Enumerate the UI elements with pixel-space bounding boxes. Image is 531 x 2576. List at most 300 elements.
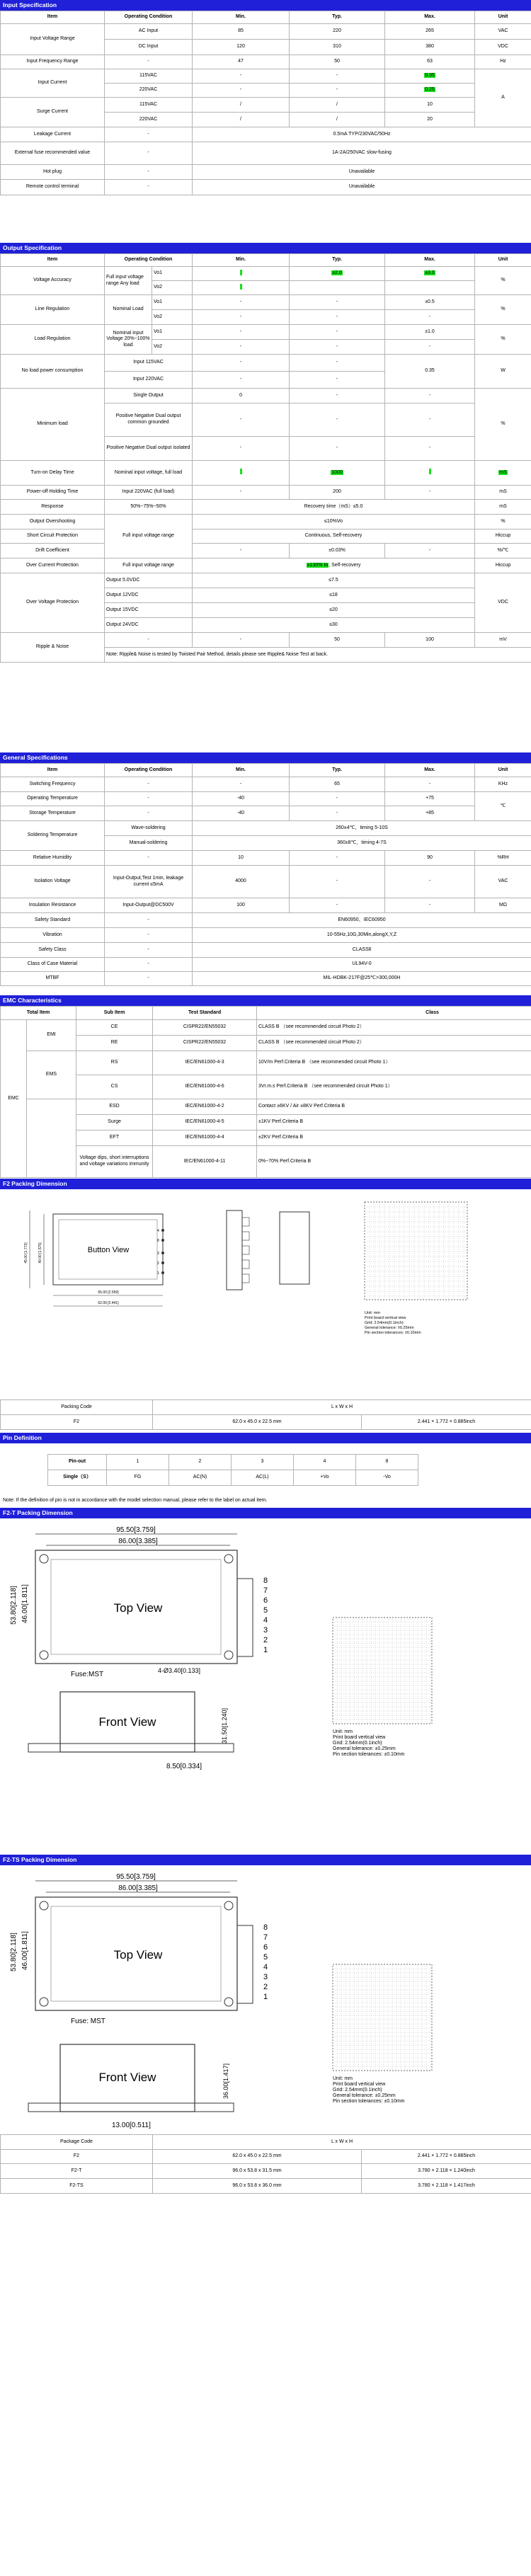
cond-cell: Input-Output,Test 1min, leakage current ≤5mA bbox=[105, 866, 193, 898]
item-cell: Soldering Temperature bbox=[1, 821, 105, 851]
unit-cell: %RH bbox=[475, 851, 531, 866]
item-cell: Line Regulation bbox=[1, 295, 105, 325]
max-cell: - bbox=[385, 310, 475, 325]
table-row bbox=[1, 2179, 531, 2194]
min-cell: 120 bbox=[193, 40, 290, 55]
output-spec-section bbox=[0, 243, 531, 663]
typ-cell: - bbox=[290, 295, 385, 310]
min-cell: - bbox=[193, 777, 290, 792]
cond-cell: Output 5.0VDC bbox=[105, 573, 193, 588]
general-spec-section bbox=[0, 752, 531, 986]
note-line: Unit: mm bbox=[365, 1311, 380, 1315]
std-cell: CISPR22/EN55032 bbox=[153, 1036, 257, 1051]
max-cell: 380 bbox=[385, 40, 475, 55]
min-cell: / bbox=[193, 113, 290, 127]
cond-cell: 115VAC bbox=[105, 69, 193, 84]
table-row bbox=[1, 958, 531, 972]
value-cell: Unavailable bbox=[193, 180, 531, 195]
sub-cell: Surge bbox=[76, 1115, 153, 1130]
pin-label: 6 bbox=[263, 1596, 268, 1605]
cond-cell: - bbox=[105, 958, 193, 972]
item-cell: Operating Temperature bbox=[1, 792, 105, 806]
typ-cell: - bbox=[290, 437, 385, 461]
cond-cell: - bbox=[105, 972, 193, 986]
table-row bbox=[1, 777, 531, 792]
item-cell: External fuse recommended value bbox=[1, 142, 105, 165]
min-cell: 0 bbox=[193, 389, 290, 403]
unit-cell: Hz bbox=[475, 55, 531, 69]
dim-label: 95.50[3.759] bbox=[116, 1526, 156, 1534]
class-cell: 10V/m Perf.Criteria B （see recommended circuit Photo 1） bbox=[257, 1051, 531, 1075]
code-cell: F2 bbox=[1, 1415, 153, 1430]
typ-cell bbox=[290, 281, 385, 295]
group-cell: EMI bbox=[27, 1020, 76, 1051]
typ-cell: - bbox=[290, 898, 385, 913]
table-row bbox=[1, 866, 531, 898]
min-cell: -40 bbox=[193, 806, 290, 821]
cond-cell: Input 220VAC (full load) bbox=[105, 486, 193, 500]
f2-grid-lines bbox=[365, 1202, 467, 1300]
unit-cell: mS bbox=[475, 500, 531, 515]
table-row bbox=[1, 913, 531, 928]
item-cell: Leakage Current bbox=[1, 127, 105, 142]
col-header: Unit bbox=[475, 254, 531, 267]
max-cell: - bbox=[385, 777, 475, 792]
unit-cell: mS bbox=[475, 486, 531, 500]
group-cell-blank bbox=[27, 1130, 76, 1146]
note-line: Grid: 2.54mm(0.1inch) bbox=[333, 1741, 382, 1746]
item-cell: Input Current bbox=[1, 69, 105, 98]
item-cell: Power-off Holding Time bbox=[1, 486, 105, 500]
table-row bbox=[1, 500, 531, 515]
item-cell: MTBF bbox=[1, 972, 105, 986]
pin-function: FG bbox=[107, 1470, 169, 1486]
unit-cell: mV bbox=[475, 633, 531, 648]
table-row bbox=[1, 806, 531, 821]
dim-label: 65.00 [2.559] bbox=[98, 1290, 119, 1295]
mm-cell: 62.0 x 45.0 x 22.5 mm bbox=[153, 2150, 362, 2164]
class-cell: CLASS B （see recommended circuit Photo 2） bbox=[257, 1036, 531, 1051]
pin-label: 7 bbox=[263, 1586, 268, 1595]
pin-label: 3 bbox=[157, 1252, 159, 1256]
table-row bbox=[48, 1455, 418, 1470]
col-header: Pin-out bbox=[48, 1455, 107, 1470]
dim-label: 36.00[1.417] bbox=[222, 2063, 229, 2099]
item-cell: Surge Current bbox=[1, 98, 105, 127]
col-header: Operating Condition bbox=[105, 11, 193, 24]
table-header-row bbox=[1, 764, 531, 777]
f2t-front-view bbox=[28, 1692, 234, 1770]
max-cell: - bbox=[385, 898, 475, 913]
section-title: General Specifications bbox=[0, 752, 531, 763]
max-cell: 63 bbox=[385, 55, 475, 69]
table-row bbox=[1, 943, 531, 958]
table-row bbox=[1, 928, 531, 943]
max-cell bbox=[385, 281, 475, 295]
cond-cell: - bbox=[105, 851, 193, 866]
item-cell: Relative Humidity bbox=[1, 851, 105, 866]
mount-hole bbox=[40, 1555, 48, 1563]
cond-cell: Positive Negative Dual output isolated bbox=[105, 437, 193, 461]
col-header: Test Standard bbox=[153, 1007, 257, 1020]
highlight-value: 0.35 bbox=[425, 73, 435, 79]
highlight-value: mS bbox=[499, 469, 507, 475]
dim-label: 31.50[1.240] bbox=[221, 1707, 228, 1744]
table-row bbox=[1, 142, 531, 165]
unit-cell: VAC bbox=[475, 24, 531, 40]
unit-cell: KHz bbox=[475, 777, 531, 792]
typ-cell: - bbox=[290, 310, 385, 325]
unit-cell: VDC bbox=[475, 573, 531, 633]
item-cell: Ripple & Noise bbox=[1, 633, 105, 663]
class-cell: 0%~70% Perf.Criteria B bbox=[257, 1146, 531, 1178]
value-cell: 1A-2A/250VAC slow-fusing bbox=[193, 142, 531, 165]
mm-cell: 96.0 x 53.8 x 36.0 mm bbox=[153, 2179, 362, 2194]
col-header: Max. bbox=[385, 764, 475, 777]
table-row bbox=[1, 972, 531, 986]
cond-cell: - bbox=[105, 928, 193, 943]
section-title: F2-T Packing Dimension bbox=[0, 1508, 531, 1518]
table-row bbox=[1, 1115, 531, 1130]
dim-label: 95.50[3.759] bbox=[116, 1873, 156, 1881]
channel-cell: Vo2 bbox=[152, 310, 193, 325]
table-row bbox=[1, 355, 531, 372]
dim-label: 62.00 [2.441] bbox=[98, 1301, 119, 1305]
cond-cell: Nominal Load bbox=[105, 295, 152, 325]
table-row bbox=[1, 2164, 531, 2179]
unit-cell: W bbox=[475, 355, 531, 389]
col-header: Unit bbox=[475, 764, 531, 777]
col-header: Item bbox=[1, 11, 105, 24]
value-cell: UL94V-0 bbox=[193, 958, 531, 972]
pin-number: 8 bbox=[356, 1455, 418, 1470]
table-row bbox=[1, 127, 531, 142]
std-cell: IEC/EN61000-4-5 bbox=[153, 1115, 257, 1130]
min-cell: - bbox=[193, 544, 290, 559]
min-cell: - bbox=[193, 486, 290, 500]
cond-cell: Nominal input Voltage 20%~100% load bbox=[105, 325, 152, 355]
typ-cell: 65 bbox=[290, 777, 385, 792]
max-cell: 0.35 bbox=[385, 355, 475, 389]
pin-function: AC(N) bbox=[169, 1470, 232, 1486]
highlight-marker bbox=[429, 469, 431, 474]
note-line: Pin section tolerances: ±0.10mm bbox=[365, 1331, 421, 1335]
channel-cell: Vo2 bbox=[152, 281, 193, 295]
typ-cell: - bbox=[290, 866, 385, 898]
min-cell: - bbox=[193, 295, 290, 310]
value-cell: 0.5mA TYP/230VAC/50Hz bbox=[193, 127, 531, 142]
note-line: Pin section tolerances: ±0.10mm bbox=[333, 1752, 405, 1757]
typ-cell: 310 bbox=[290, 40, 385, 55]
dim-label: 8.50[0.334] bbox=[166, 1763, 202, 1770]
pin-label: 4 bbox=[263, 1963, 268, 1971]
table-row bbox=[1, 98, 531, 113]
sub-cell: RS bbox=[76, 1051, 153, 1075]
col-header: Max. bbox=[385, 11, 475, 24]
item-cell: Safety Standard bbox=[1, 913, 105, 928]
channel-cell: Vo1 bbox=[152, 325, 193, 340]
table-row bbox=[1, 851, 531, 866]
pin-label: 1 bbox=[263, 1993, 268, 2001]
min-cell: 47 bbox=[193, 55, 290, 69]
max-cell: - bbox=[385, 486, 475, 500]
table-row bbox=[1, 529, 531, 544]
cond-cell: - bbox=[105, 142, 193, 165]
dim-label: 86.00[3.385] bbox=[118, 1538, 158, 1545]
max-cell bbox=[385, 267, 475, 281]
dim-label: 45.00 [1.772] bbox=[24, 1242, 28, 1264]
unit-cell bbox=[475, 461, 531, 486]
pin-label: 8 bbox=[263, 1576, 268, 1585]
min-cell: 100 bbox=[193, 898, 290, 913]
highlight-marker bbox=[240, 270, 242, 275]
section-title: Output Specification bbox=[0, 243, 531, 253]
table-header-row bbox=[1, 11, 531, 24]
max-cell bbox=[385, 461, 475, 486]
col-header: Item bbox=[1, 254, 105, 267]
max-cell: 20 bbox=[385, 113, 475, 127]
unit-cell: VAC bbox=[475, 866, 531, 898]
item-cell: Storage Temperature bbox=[1, 806, 105, 821]
note-line: Unit: mm bbox=[333, 1729, 353, 1734]
note-line: Print board vertical view bbox=[333, 1735, 386, 1740]
class-cell: Contact ±6KV / Air ±8KV Perf.Criteria B bbox=[257, 1099, 531, 1115]
sub-cell: Voltage dips, short interruptions and voltage variations immunity bbox=[76, 1146, 153, 1178]
cond-cell: - bbox=[105, 806, 193, 821]
pin-label: 5 bbox=[263, 1606, 268, 1615]
cond-cell: Input-Output@DC500V bbox=[105, 898, 193, 913]
f2-notes bbox=[365, 1311, 421, 1335]
value-cell: ≤20 bbox=[193, 603, 475, 618]
item-cell: Switching Frequency bbox=[1, 777, 105, 792]
item-cell: Short Circuit Protection bbox=[1, 529, 105, 544]
col-header: Packing Code bbox=[1, 1400, 153, 1415]
top-view-label: Top View bbox=[113, 1601, 163, 1615]
value-cell: Continuous, Self-recovery bbox=[193, 529, 475, 544]
unit-cell: Hiccup bbox=[475, 559, 531, 573]
table-row bbox=[1, 544, 531, 559]
cond-cell: - bbox=[105, 777, 193, 792]
table-row bbox=[1, 559, 531, 573]
item-cell: Input Frequency Range bbox=[1, 55, 105, 69]
pin-label: 7 bbox=[263, 1933, 268, 1942]
f2-pcb-grid-drawing bbox=[365, 1202, 467, 1300]
item-cell: Over Current Protection bbox=[1, 559, 105, 573]
col-header: Operating Condition bbox=[105, 254, 193, 267]
note-line: Print board vertical view bbox=[365, 1316, 406, 1320]
value-cell: 10-55Hz,10G,30Min,alongX,Y,Z bbox=[193, 928, 531, 943]
min-cell: - bbox=[193, 69, 290, 84]
item-cell: Input Voltage Range bbox=[1, 24, 105, 55]
item-cell: Output Overshooting bbox=[1, 515, 105, 529]
note-line: Grid: 2.54mm(0.1inch) bbox=[365, 1321, 404, 1325]
dim-label: 46.00[1.811] bbox=[21, 1931, 29, 1970]
pin-number: 1 bbox=[107, 1455, 169, 1470]
value-cell: ≤18 bbox=[193, 588, 475, 603]
mount-hole bbox=[224, 1651, 233, 1659]
output-spec-table bbox=[0, 253, 531, 663]
group-cell-blank bbox=[27, 1099, 76, 1115]
pin-def-section bbox=[0, 1433, 531, 1512]
table-row bbox=[1, 1130, 531, 1146]
front-view-label: Front View bbox=[98, 1715, 156, 1729]
table-row bbox=[1, 486, 531, 500]
note-line: General tolerance: ±0.25mm bbox=[365, 1326, 414, 1330]
cond-cell: Positive Negative Dual output common grounded bbox=[105, 403, 193, 437]
unit-cell: MΩ bbox=[475, 898, 531, 913]
cond-cell: Full input voltage range bbox=[105, 515, 193, 559]
min-cell: -40 bbox=[193, 792, 290, 806]
cond-cell: Output 24VDC bbox=[105, 618, 193, 633]
std-cell: IEC/EN61000-4-3 bbox=[153, 1051, 257, 1075]
std-cell: IEC/EN61000-4-11 bbox=[153, 1146, 257, 1178]
unit-cell: % bbox=[475, 389, 531, 461]
typ-cell: 200 bbox=[290, 486, 385, 500]
min-cell: / bbox=[193, 98, 290, 113]
value-cell: 260±4℃，timing 5-10S bbox=[193, 821, 531, 836]
value-cell bbox=[193, 559, 475, 573]
sub-cell: EFT bbox=[76, 1130, 153, 1146]
cond-cell: 220VAC bbox=[105, 84, 193, 98]
mount-hole bbox=[224, 1901, 233, 1910]
table-row bbox=[1, 267, 531, 281]
sub-cell: ESD bbox=[76, 1099, 153, 1115]
cond-cell: Full input voltage range bbox=[105, 559, 193, 573]
emc-section bbox=[0, 995, 531, 1178]
dim-label: 46.00[1.811] bbox=[21, 1584, 29, 1623]
unit-cell: % bbox=[475, 267, 531, 295]
min-cell: - bbox=[193, 340, 290, 355]
table-header-row bbox=[1, 254, 531, 267]
item-cell: Isolation Voltage bbox=[1, 866, 105, 898]
section-title: F2-TS Packing Dimension bbox=[0, 1855, 531, 1865]
f2-side-view bbox=[227, 1210, 249, 1290]
pin-label: 2 bbox=[157, 1261, 159, 1266]
inch-cell: 3.780 × 2.118 × 1.240inch bbox=[362, 2164, 531, 2179]
class-cell: CLASS B （see recommended circuit Photo 2） bbox=[257, 1020, 531, 1036]
table-row bbox=[1, 2150, 531, 2164]
col-header: Max. bbox=[385, 254, 475, 267]
max-cell: 265 bbox=[385, 24, 475, 40]
f2t-notes bbox=[333, 1729, 405, 1757]
pin-label: 5 bbox=[263, 1953, 268, 1962]
pin-number: 3 bbox=[232, 1455, 294, 1470]
col-header: Min. bbox=[193, 764, 290, 777]
value-cell: Unavailable bbox=[193, 165, 531, 180]
table-row bbox=[1, 165, 531, 180]
typ-cell: - bbox=[290, 84, 385, 98]
sub-cell: CE bbox=[76, 1020, 153, 1036]
item-cell: Vibration bbox=[1, 928, 105, 943]
typ-cell: - bbox=[290, 792, 385, 806]
pin-label: 1 bbox=[263, 1646, 268, 1654]
max-cell: +85 bbox=[385, 806, 475, 821]
cond-cell: - bbox=[105, 913, 193, 928]
f2t-dimension-drawing bbox=[0, 1518, 531, 1855]
table-row bbox=[1, 24, 531, 40]
f2ts-dimension-drawing bbox=[0, 1865, 531, 2524]
min-cell: - bbox=[193, 325, 290, 340]
value-cell: EN60950、IEC60950 bbox=[193, 913, 531, 928]
cond-cell: - bbox=[105, 943, 193, 958]
typ-cell: - bbox=[290, 355, 385, 372]
section-title: Pin Definition bbox=[0, 1433, 531, 1443]
item-cell: Insulation Resistance bbox=[1, 898, 105, 913]
dim-label: 4-Ø3.40[0.133] bbox=[157, 1667, 201, 1674]
button-view-label: Button View bbox=[87, 1246, 130, 1254]
mount-hole bbox=[224, 1555, 233, 1563]
col-header: Item bbox=[1, 764, 105, 777]
item-cell: Turn-on Delay Time bbox=[1, 461, 105, 486]
max-cell: - bbox=[385, 403, 475, 437]
table-row bbox=[1, 1075, 531, 1099]
typ-cell: - bbox=[290, 69, 385, 84]
max-cell: - bbox=[385, 340, 475, 355]
cond-cell: Nominal input voltage, full load bbox=[105, 461, 193, 486]
table-row bbox=[1, 633, 531, 648]
col-header: Package Code bbox=[1, 2135, 153, 2150]
highlight-value: ±3.0 bbox=[425, 270, 435, 276]
note-line: Print board vertical view bbox=[333, 2082, 386, 2087]
f2ts-packing-section bbox=[0, 1855, 531, 2524]
pin-label: 2 bbox=[263, 1983, 268, 1991]
table-row bbox=[1, 461, 531, 486]
highlight-marker bbox=[240, 469, 242, 474]
col-header: L x W x H bbox=[153, 2135, 531, 2150]
f2t-packing-section bbox=[0, 1508, 531, 1855]
col-header: Sub Item bbox=[76, 1007, 153, 1020]
f2ts-notes bbox=[333, 2076, 405, 2104]
pin-number: 4 bbox=[294, 1455, 356, 1470]
dim-label: 86.00[3.385] bbox=[118, 1884, 158, 1892]
cond-cell: Full input voltage range Any load bbox=[105, 267, 152, 295]
mm-cell: 96.0 x 53.8 x 31.5 mm bbox=[153, 2164, 362, 2179]
pin-def-area bbox=[0, 1443, 531, 1512]
note-line: Grid: 2.54mm(0.1inch) bbox=[333, 2088, 382, 2093]
table-row bbox=[1, 295, 531, 310]
table-row bbox=[1, 1020, 531, 1036]
min-cell: - bbox=[193, 372, 290, 389]
cond-cell: - bbox=[105, 792, 193, 806]
highlight-marker bbox=[240, 284, 242, 290]
max-cell: 100 bbox=[385, 633, 475, 648]
max-cell: ±0.5 bbox=[385, 295, 475, 310]
item-cell: Remote control terminal bbox=[1, 180, 105, 195]
code-cell: F2-TS bbox=[1, 2179, 153, 2194]
unit-cell: % bbox=[475, 515, 531, 529]
inch-cell: 3.780 × 2.118 × 1.417inch bbox=[362, 2179, 531, 2194]
max-cell bbox=[385, 69, 475, 84]
item-cell: Hot plug bbox=[1, 165, 105, 180]
col-header: Class bbox=[257, 1007, 531, 1020]
min-cell bbox=[193, 267, 290, 281]
mm-cell: 62.0 x 45.0 x 22.5 mm bbox=[153, 1415, 362, 1430]
cond-cell: DC Input bbox=[105, 40, 193, 55]
mount-hole bbox=[40, 1998, 48, 2006]
max-cell bbox=[385, 84, 475, 98]
pin-def-note: Note: If the definition of pin is not in accordance with the model selection manual, please refer to the label on actual item. bbox=[3, 1498, 268, 1503]
item-cell: Safety Class bbox=[1, 943, 105, 958]
unit-cell: % bbox=[475, 325, 531, 355]
table-row bbox=[1, 180, 531, 195]
max-cell: +75 bbox=[385, 792, 475, 806]
max-cell: 10 bbox=[385, 98, 475, 113]
pin-function: -Vo bbox=[356, 1470, 418, 1486]
item-cell: Load Regulation bbox=[1, 325, 105, 355]
pin-label: 4 bbox=[157, 1229, 159, 1233]
f2t-grid-lines bbox=[333, 1618, 432, 1724]
typ-cell bbox=[290, 461, 385, 486]
